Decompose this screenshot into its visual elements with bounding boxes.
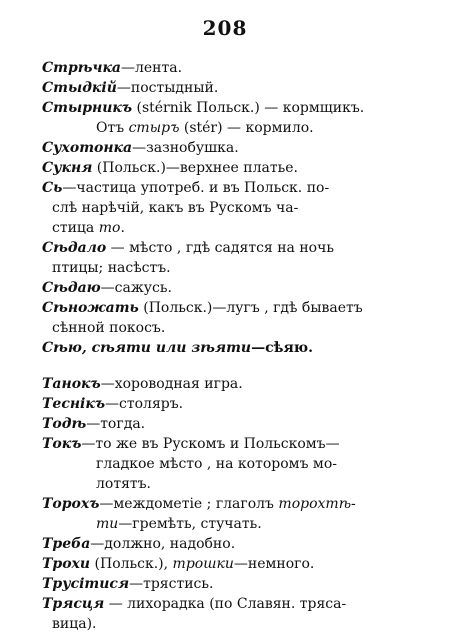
- definition-italic: торохтѣ-: [278, 496, 356, 512]
- entry-line: [42, 494, 422, 514]
- definition: —хороводная игра.: [100, 376, 243, 392]
- continuation-text: слѣ нарѣчій, какъ въ Рускомъ ча-: [52, 200, 299, 216]
- headword: Трохи: [42, 556, 91, 572]
- continuation-text: вица).: [52, 616, 97, 632]
- headword: Токъ: [42, 436, 82, 452]
- entry-line: [42, 534, 422, 554]
- definition: —трястись.: [129, 576, 214, 592]
- continuation-text: (stér) — кормило.: [179, 120, 314, 136]
- definition: —должно, надобно.: [90, 536, 236, 552]
- entry-line: [42, 574, 422, 594]
- entry-line: [42, 238, 422, 258]
- continuation-italic: стыръ: [128, 120, 180, 136]
- continuation-text: сѣнной покосъ.: [52, 320, 166, 336]
- entry-line: [42, 78, 422, 98]
- headword: Трясця: [42, 596, 105, 612]
- entry-line: [42, 414, 422, 434]
- entry-line: [42, 58, 422, 78]
- headword: Треба: [42, 536, 91, 552]
- entry-line: [42, 178, 422, 198]
- entry-continuation: [42, 514, 422, 534]
- entry-continuation: [42, 318, 422, 338]
- continuation-text: —гремѣть, стучать.: [118, 516, 262, 532]
- definition: —зазнобушка.: [132, 140, 239, 156]
- definition: —междометіе ; глаголъ: [99, 496, 279, 512]
- entry-continuation: [42, 474, 422, 494]
- entry-line: [42, 434, 422, 454]
- headword: Стыдкій: [42, 80, 117, 96]
- headword: Теснікъ: [42, 396, 106, 412]
- definition: (Польск.)—верхнее платье.: [92, 160, 298, 176]
- headword: Стрѣчка: [42, 60, 121, 76]
- entry-line: [42, 594, 422, 614]
- headword: Сѣдаю: [42, 280, 101, 296]
- continuation-text: птицы; насѣстъ.: [52, 260, 171, 276]
- definition: — лихорадка (по Славян. тряса-: [104, 596, 347, 612]
- definition: —сажусь.: [100, 280, 172, 296]
- entry-line: [42, 298, 422, 318]
- continuation-italic: то: [98, 220, 121, 236]
- definition: (Польск.),: [90, 556, 173, 572]
- headword: Танокъ: [42, 376, 101, 392]
- continuation-text: гладкое мѣсто , на которомъ мо-: [96, 456, 337, 472]
- definition: —столяръ.: [105, 396, 184, 412]
- entry-line: [42, 554, 422, 574]
- definition: —тогда.: [86, 416, 146, 432]
- continuation-text: Отъ: [96, 120, 129, 136]
- definition: — мѣсто , гдѣ садятся на ночь: [106, 240, 334, 256]
- headword: Тодѣ: [42, 416, 87, 432]
- page-number: 208: [202, 16, 248, 40]
- definition: —постыдный.: [116, 80, 219, 96]
- headword: Торохъ: [42, 496, 100, 512]
- entry-line: [42, 374, 422, 394]
- entry-line: [42, 338, 422, 358]
- entry-continuation: [42, 614, 422, 634]
- continuation-text: стица: [52, 220, 99, 236]
- headword: Трусітися: [42, 576, 130, 592]
- glossary-entries: [42, 58, 422, 634]
- entry-continuation: [42, 454, 422, 474]
- headword: Стырникъ: [42, 100, 133, 116]
- entry-continuation: [42, 198, 422, 218]
- section-gap: [42, 358, 422, 374]
- definition: (Польск.)—лугъ , гдѣ бываетъ: [138, 300, 363, 316]
- entry-continuation: [42, 258, 422, 278]
- headword: Сѣю, сѣяти или зѣяти: [42, 340, 252, 356]
- headword: Сь: [42, 180, 63, 196]
- continuation-text: .: [120, 220, 125, 236]
- continuation-italic: ти: [96, 516, 119, 532]
- entry-line: [42, 98, 422, 118]
- headword: Сѣножать: [42, 300, 139, 316]
- continuation-text: лотятъ.: [96, 476, 152, 492]
- definition: (stérnik Польск.) — кормщикъ.: [132, 100, 365, 116]
- definition: —то же въ Рускомъ и Польскомъ—: [81, 436, 340, 452]
- definition: —немного.: [233, 556, 315, 572]
- headword: Сукня: [42, 160, 93, 176]
- definition: —лента.: [121, 60, 183, 76]
- entry-line: [42, 158, 422, 178]
- entry-line: [42, 138, 422, 158]
- entry-line: [42, 394, 422, 414]
- definition: —частица употреб. и въ Польск. по-: [62, 180, 330, 196]
- headword: Сѣдало: [42, 240, 107, 256]
- entry-continuation: [42, 118, 422, 138]
- entry-continuation: [42, 218, 422, 238]
- entry-line: [42, 278, 422, 298]
- definition: —сѣяю.: [251, 340, 314, 356]
- headword: Сухотонка: [42, 140, 133, 156]
- definition-italic: трошки: [172, 556, 234, 572]
